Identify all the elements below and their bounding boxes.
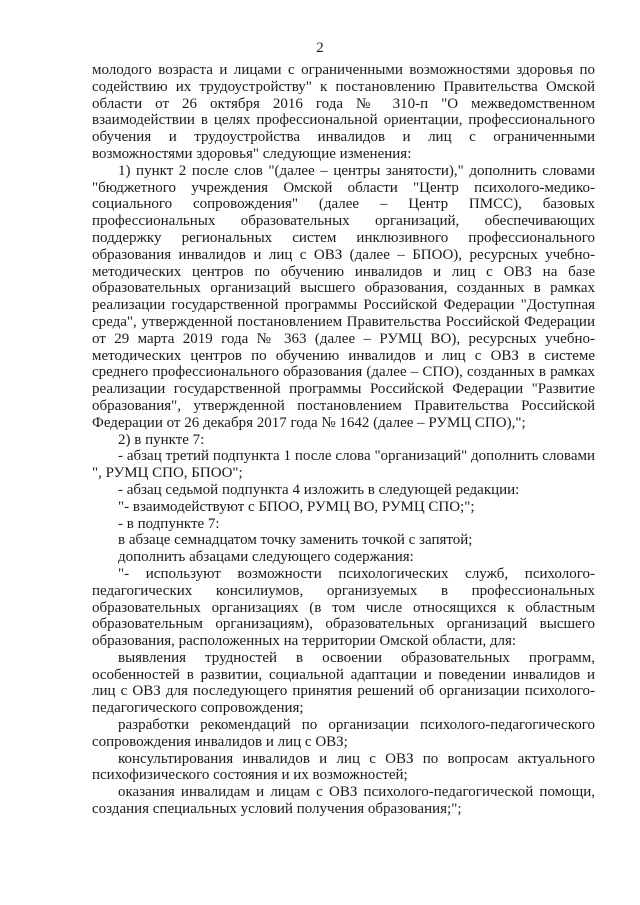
page-number: 2 [316, 40, 324, 56]
paragraph-subitem-1: - абзац третий подпункта 1 после слова "организаций" дополнить словами ", РУМЦ СПО, БПОО"; [92, 448, 595, 482]
document-body [92, 62, 595, 818]
paragraph-subitem-4: - абзац седьмой подпункта 4 изложить в следующей редакции: [118, 481, 520, 498]
paragraph-intro-continuation: молодого возраста и лицами с ограниченными возможностями здоровья по содействию их трудоустройству" к постановлению Правительства Омской области от 26 октября 2016 года № 310-п "О межведомственном взаимодействии в целях профессиональной ориентации, профессионального обучения и трудоустройства инвалидов и лиц с ограниченными возможностями здоровья" следующие изменения: [92, 62, 595, 162]
paragraph-item-2: 2) в пункте 7: [118, 431, 205, 448]
paragraph-new-text-item-3: консультирования инвалидов и лиц с ОВЗ по вопросам актуального психофизического состояния и их возможностей; [92, 750, 595, 784]
paragraph-subitem-7-add: дополнить абзацами следующего содержания: [118, 549, 414, 566]
paragraph-subitem-7-change: в абзаце семнадцатом точку заменить точкой с запятой; [118, 532, 473, 549]
paragraph-item-1: 1) пункт 2 после слов "(далее – центры занятости)," дополнить словами "бюджетного учреждения Омской области "Центр психолого-медико-социального сопровождения" (далее – Центр ПМСС), базовых профессиональных образовательных организаций, обеспечивающих поддержку региональных систем инклюзивного профессионального образования инвалидов и лиц с ОВЗ (далее – БПОО), ресурсных учебно-методических центров по обучению инвалидов и лиц с ОВЗ на базе образовательных организаций высшего образования, созданных в рамках реализации государственной программы Российской Федерации "Доступная среда", утвержденной постановлением Правительства Российской Федерации от 29 марта 2019 года № 363 (далее – РУМЦ ВО), ресурсных учебно-методических центров по обучению инвалидов и лиц с ОВЗ в системе среднего профессионального образования (далее – СПО), созданных в рамках реализации государственной программы Российской Федерации "Развитие образования", утвержденной постановлением Правительства Российской Федерации от 26 декабря 2017 года № 1642 (далее – РУМЦ СПО),"; [92, 162, 595, 431]
paragraph-subitem-7: - в подпункте 7: [118, 515, 220, 532]
paragraph-new-text-lead: "- используют возможности психологических служб, психолого-педагогических консилиумов, организуемых в профессиональных образовательных организациях (в том числе относящихся к областным образовательным организациям), образовательных организаций высшего образования, расположенных на территории Омской области, для: [92, 565, 595, 650]
paragraph-new-text-item-1: выявления трудностей в освоении образовательных программ, особенностей в развитии, социальной адаптации и поведении инвалидов и лиц с ОВЗ для последующего принятия решений об организации психолого-педагогического сопровождения; [92, 649, 595, 717]
paragraph-subitem-4-text: "- взаимодействуют с БПОО, РУМЦ ВО, РУМЦ СПО;"; [118, 498, 475, 515]
paragraph-new-text-item-4: оказания инвалидам и лицам с ОВЗ психолого-педагогической помощи, создания специальных условий получения образования;"; [92, 784, 595, 818]
paragraph-new-text-item-2: разработки рекомендаций по организации психолого-педагогического сопровождения инвалидов и лиц с ОВЗ; [92, 717, 595, 750]
